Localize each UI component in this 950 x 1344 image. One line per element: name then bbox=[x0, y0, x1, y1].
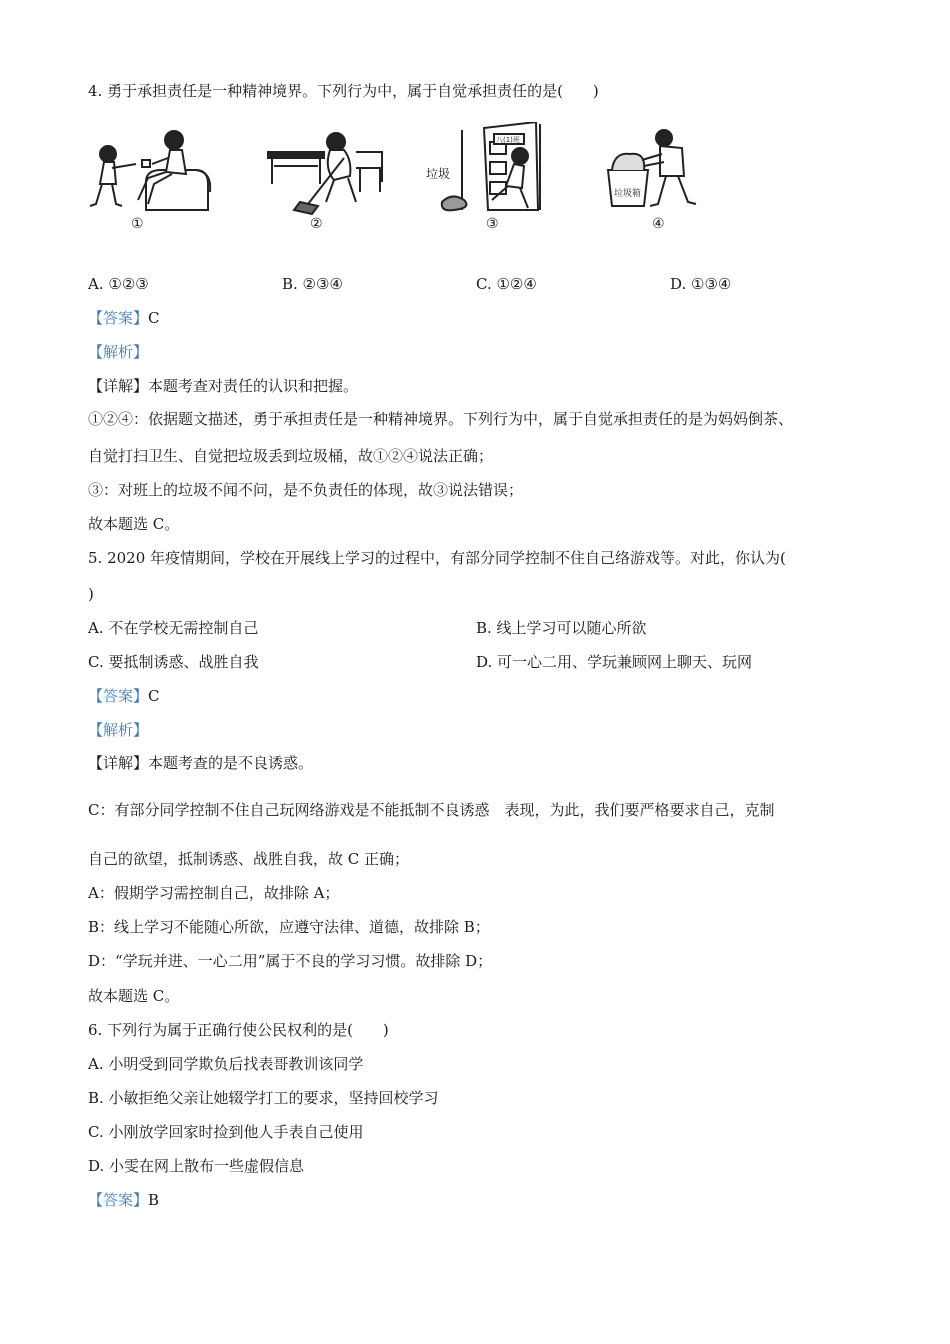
q6-option-d: D. 小雯在网上散布一些虚假信息 bbox=[88, 1157, 305, 1175]
q6-option-b: B. 小敏拒绝父亲让她辍学打工的要求，坚持回校学习 bbox=[88, 1089, 439, 1107]
q4-option-a: A. ①②③ bbox=[88, 275, 149, 293]
figure-1-label: ① bbox=[131, 216, 144, 232]
child-ignoring-trash-icon bbox=[424, 122, 554, 222]
q5-answer bbox=[88, 686, 160, 706]
q5-line-4: B：线上学习不能随心所欲，应遵守法律、道德，故排除 B； bbox=[88, 918, 490, 936]
q4-line-1: ①②④：依据题文描述，勇于承担责任是一种精神境界。下列行为中，属于自觉承担责任的是为妈妈倒茶、 bbox=[88, 410, 794, 428]
q5-option-a: A. 不在学校无需控制自己 bbox=[88, 619, 259, 637]
answer-value: B bbox=[148, 1191, 160, 1209]
figure-2-label: ② bbox=[310, 216, 323, 232]
q4-answer bbox=[88, 308, 160, 328]
q6-answer bbox=[88, 1190, 159, 1210]
q5-option-b: B. 线上学习可以随心所欲 bbox=[476, 619, 647, 637]
class-sign-text: 八(1)班 bbox=[496, 136, 520, 144]
answer-tag: 【答案】 bbox=[88, 687, 149, 705]
q5-stem-line-2: ) bbox=[88, 585, 94, 603]
q4-line-2: 自觉打扫卫生、自觉把垃圾丢到垃圾桶，故①②④说法正确； bbox=[88, 447, 494, 465]
q5-line-1: C：有部分同学控制不住自己玩网络游戏是不能抵制不良诱惑 表现，为此，我们要严格要求自己，克制 bbox=[88, 801, 775, 819]
answer-tag: 【答案】 bbox=[88, 309, 149, 327]
q4-line-3: ③：对班上的垃圾不闻不问，是不负责任的体现，故③说法错误； bbox=[88, 481, 524, 499]
q5-line-3: A：假期学习需控制自己，故排除 A； bbox=[88, 884, 340, 902]
figure-1 bbox=[86, 122, 216, 234]
child-serving-tea-icon bbox=[86, 122, 216, 222]
q4-option-d: D. ①③④ bbox=[670, 275, 732, 293]
q5-option-c: C. 要抵制诱惑、战胜自我 bbox=[88, 653, 259, 671]
q4-option-c: C. ①②④ bbox=[476, 275, 537, 293]
q4-option-b: B. ②③④ bbox=[282, 275, 343, 293]
answer-value: C bbox=[148, 687, 160, 705]
q5-detail: 【详解】本题考查的是不良诱惑。 bbox=[88, 754, 314, 772]
answer-tag: 【答案】 bbox=[88, 1191, 149, 1209]
q5-analysis-tag: 【解析】 bbox=[88, 721, 149, 739]
q4-stem: 4. 勇于承担责任是一种精神境界。下列行为中，属于自觉承担责任的是( ) bbox=[88, 82, 599, 100]
answer-value: C bbox=[148, 309, 160, 327]
figure-3-label: ③ bbox=[486, 216, 499, 232]
q5-stem-line-1: 5. 2020 年疫情期间，学校在开展线上学习的过程中，有部分同学控制不住自己络游戏等。对此，你认为( bbox=[88, 549, 786, 567]
q4-detail: 【详解】本题考查对责任的认识和把握。 bbox=[88, 377, 359, 395]
q5-option-d: D. 可一心二用、学玩兼顾网上聊天、玩网 bbox=[476, 653, 753, 671]
q5-line-6: 故本题选 C。 bbox=[88, 987, 180, 1005]
q5-line-2: 自己的欲望，抵制诱惑、战胜自我，故 C 正确； bbox=[88, 850, 410, 868]
figure-4-label: ④ bbox=[652, 216, 665, 232]
q5-line-5: D：“学玩并进、一心二用”属于不良的学习习惯。故排除 D； bbox=[88, 952, 493, 970]
child-throwing-trash-icon bbox=[604, 122, 734, 222]
q4-line-4: 故本题选 C。 bbox=[88, 515, 180, 533]
figure-2 bbox=[264, 122, 394, 234]
q4-analysis-tag: 【解析】 bbox=[88, 343, 149, 361]
figure-3 bbox=[424, 122, 554, 234]
child-sweeping-icon bbox=[264, 122, 394, 222]
trash-text: 垃圾 bbox=[426, 167, 451, 181]
q6-stem: 6. 下列行为属于正确行使公民权利的是( ) bbox=[88, 1021, 389, 1039]
bin-text: 垃圾箱 bbox=[614, 189, 642, 199]
figure-4 bbox=[604, 122, 734, 234]
q6-option-a: A. 小明受到同学欺负后找表哥教训该同学 bbox=[88, 1055, 364, 1073]
q6-option-c: C. 小刚放学回家时捡到他人手表自己使用 bbox=[88, 1123, 364, 1141]
